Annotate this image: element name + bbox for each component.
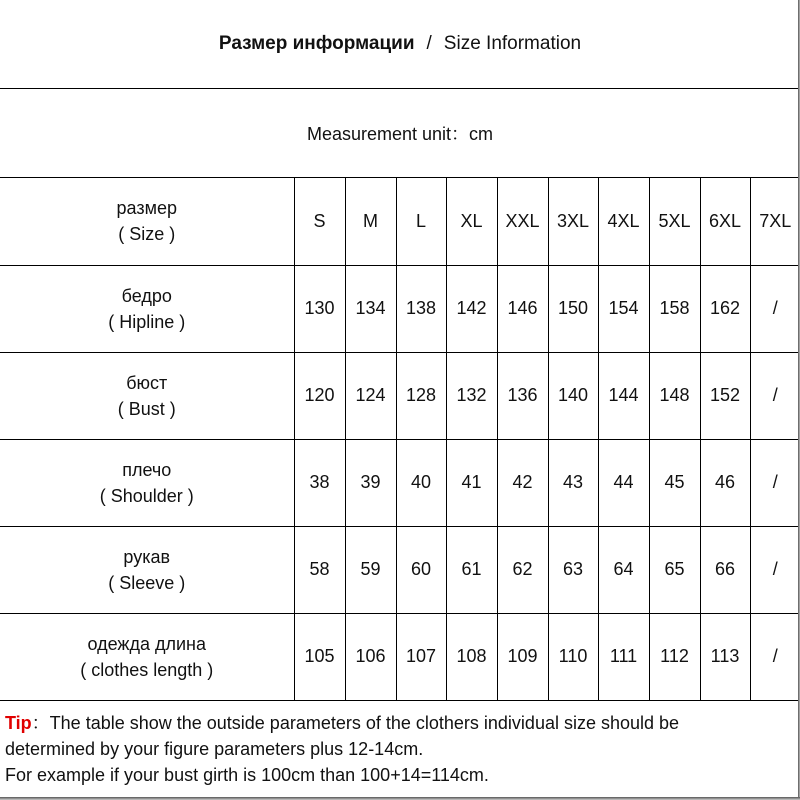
measurement-value-cell: 61 [446, 526, 497, 613]
tip-label: Tip [5, 713, 32, 733]
tip-text-line-1: The table show the outside parameters of the clothers individual size should be [49, 713, 680, 733]
measurement-value-cell: 38 [294, 439, 345, 526]
measurement-value-cell: / [750, 265, 800, 352]
measurement-value-cell: 134 [345, 265, 396, 352]
measurement-value-cell: 138 [396, 265, 446, 352]
title-russian: Размер информации [218, 33, 415, 54]
measurement-value-cell: 112 [649, 613, 700, 700]
measurement-value-cell: 128 [396, 352, 446, 439]
tip-note [5, 710, 795, 788]
measurement-label [0, 439, 294, 526]
measurement-value-cell: 46 [700, 439, 750, 526]
size-header-cell: L [396, 178, 446, 265]
measurement-value-cell: 63 [548, 526, 598, 613]
measurement-label-ru: бюст [126, 372, 168, 393]
size-header-cell: 6XL [700, 178, 750, 265]
measurement-value-cell: 66 [700, 526, 750, 613]
measurement-value-cell: 150 [548, 265, 598, 352]
size-header-cell: 3XL [548, 178, 598, 265]
measurement-value-cell: 130 [294, 265, 345, 352]
measurement-value-cell: 107 [396, 613, 446, 700]
measurement-label-ru: плечо [122, 459, 172, 480]
size-header-cell: XXL [497, 178, 548, 265]
measurement-unit: Measurement unit：cm [306, 124, 494, 144]
measurement-label-en: ( clothes length ) [80, 659, 214, 680]
table-row [0, 439, 800, 526]
measurement-value-cell: 142 [446, 265, 497, 352]
measurement-value-cell: 144 [598, 352, 649, 439]
measurement-value-cell: 64 [598, 526, 649, 613]
measurement-value-cell: 152 [700, 352, 750, 439]
measurement-value-cell: 65 [649, 526, 700, 613]
measurement-value-cell: / [750, 613, 800, 700]
measurement-value-cell: 140 [548, 352, 598, 439]
measurement-value-cell: 42 [497, 439, 548, 526]
measurement-value-cell: 154 [598, 265, 649, 352]
tip-text-line-2: determined by your figure parameters plus 12-14cm. [5, 739, 424, 759]
measurement-label-ru: рукав [123, 546, 171, 567]
table-row [0, 352, 800, 439]
measurement-value-cell: 110 [548, 613, 598, 700]
measurement-value-cell: 124 [345, 352, 396, 439]
size-row-label-en: ( Size ) [118, 224, 176, 245]
measurement-value-cell: 40 [396, 439, 446, 526]
measurement-label [0, 265, 294, 352]
measurement-value-cell: 60 [396, 526, 446, 613]
measurement-value-cell: 44 [598, 439, 649, 526]
tip-text-line-3: For example if your bust girth is 100cm than 100+14=114cm. [5, 765, 489, 785]
measurement-value-cell: 158 [649, 265, 700, 352]
measurement-label-ru: бедро [121, 285, 172, 306]
size-table [0, 178, 800, 701]
size-row-label [0, 178, 294, 265]
tip-colon: ： [31, 713, 50, 733]
measurement-label-en: ( Sleeve ) [108, 572, 186, 593]
size-header-cell: 5XL [649, 178, 700, 265]
size-header-cell: 4XL [598, 178, 649, 265]
measurement-value-cell: 41 [446, 439, 497, 526]
table-row [0, 526, 800, 613]
size-header-cell: S [294, 178, 345, 265]
size-header-row [0, 178, 800, 265]
measurement-value-cell: 132 [446, 352, 497, 439]
measurement-label [0, 526, 294, 613]
measurement-value-cell: 120 [294, 352, 345, 439]
table-row [0, 265, 800, 352]
measurement-value-cell: 148 [649, 352, 700, 439]
measurement-value-cell: 43 [548, 439, 598, 526]
measurement-value-cell: / [750, 526, 800, 613]
measurement-label [0, 352, 294, 439]
title-english: Size Information [443, 33, 582, 54]
measurement-value-cell: 109 [497, 613, 548, 700]
measurement-value-cell: 111 [598, 613, 649, 700]
measurement-label-en: ( Hipline ) [108, 311, 186, 332]
measurement-label-ru: одежда длина [87, 633, 206, 654]
measurement-value-cell: / [750, 439, 800, 526]
size-header-cell: XL [446, 178, 497, 265]
size-row-label-ru: размер [116, 198, 177, 219]
measurement-value-cell: 113 [700, 613, 750, 700]
measurement-value-cell: 59 [345, 526, 396, 613]
measurement-value-cell: 136 [497, 352, 548, 439]
size-header-cell: 7XL [750, 178, 800, 265]
measurement-label [0, 613, 294, 700]
measurement-label-en: ( Shoulder ) [99, 485, 194, 506]
title-row [0, 0, 800, 89]
measurement-value-cell: 162 [700, 265, 750, 352]
table-row [0, 613, 800, 700]
title-separator: / [426, 33, 432, 54]
measurement-value-cell: 39 [345, 439, 396, 526]
measurement-unit-row [0, 89, 800, 178]
measurement-value-cell: 105 [294, 613, 345, 700]
measurement-value-cell: 62 [497, 526, 548, 613]
measurement-value-cell: 45 [649, 439, 700, 526]
measurement-label-en: ( Bust ) [117, 398, 176, 419]
measurement-value-cell: 106 [345, 613, 396, 700]
measurement-value-cell: / [750, 352, 800, 439]
measurement-value-cell: 146 [497, 265, 548, 352]
measurement-value-cell: 108 [446, 613, 497, 700]
measurement-value-cell: 58 [294, 526, 345, 613]
size-header-cell: M [345, 178, 396, 265]
